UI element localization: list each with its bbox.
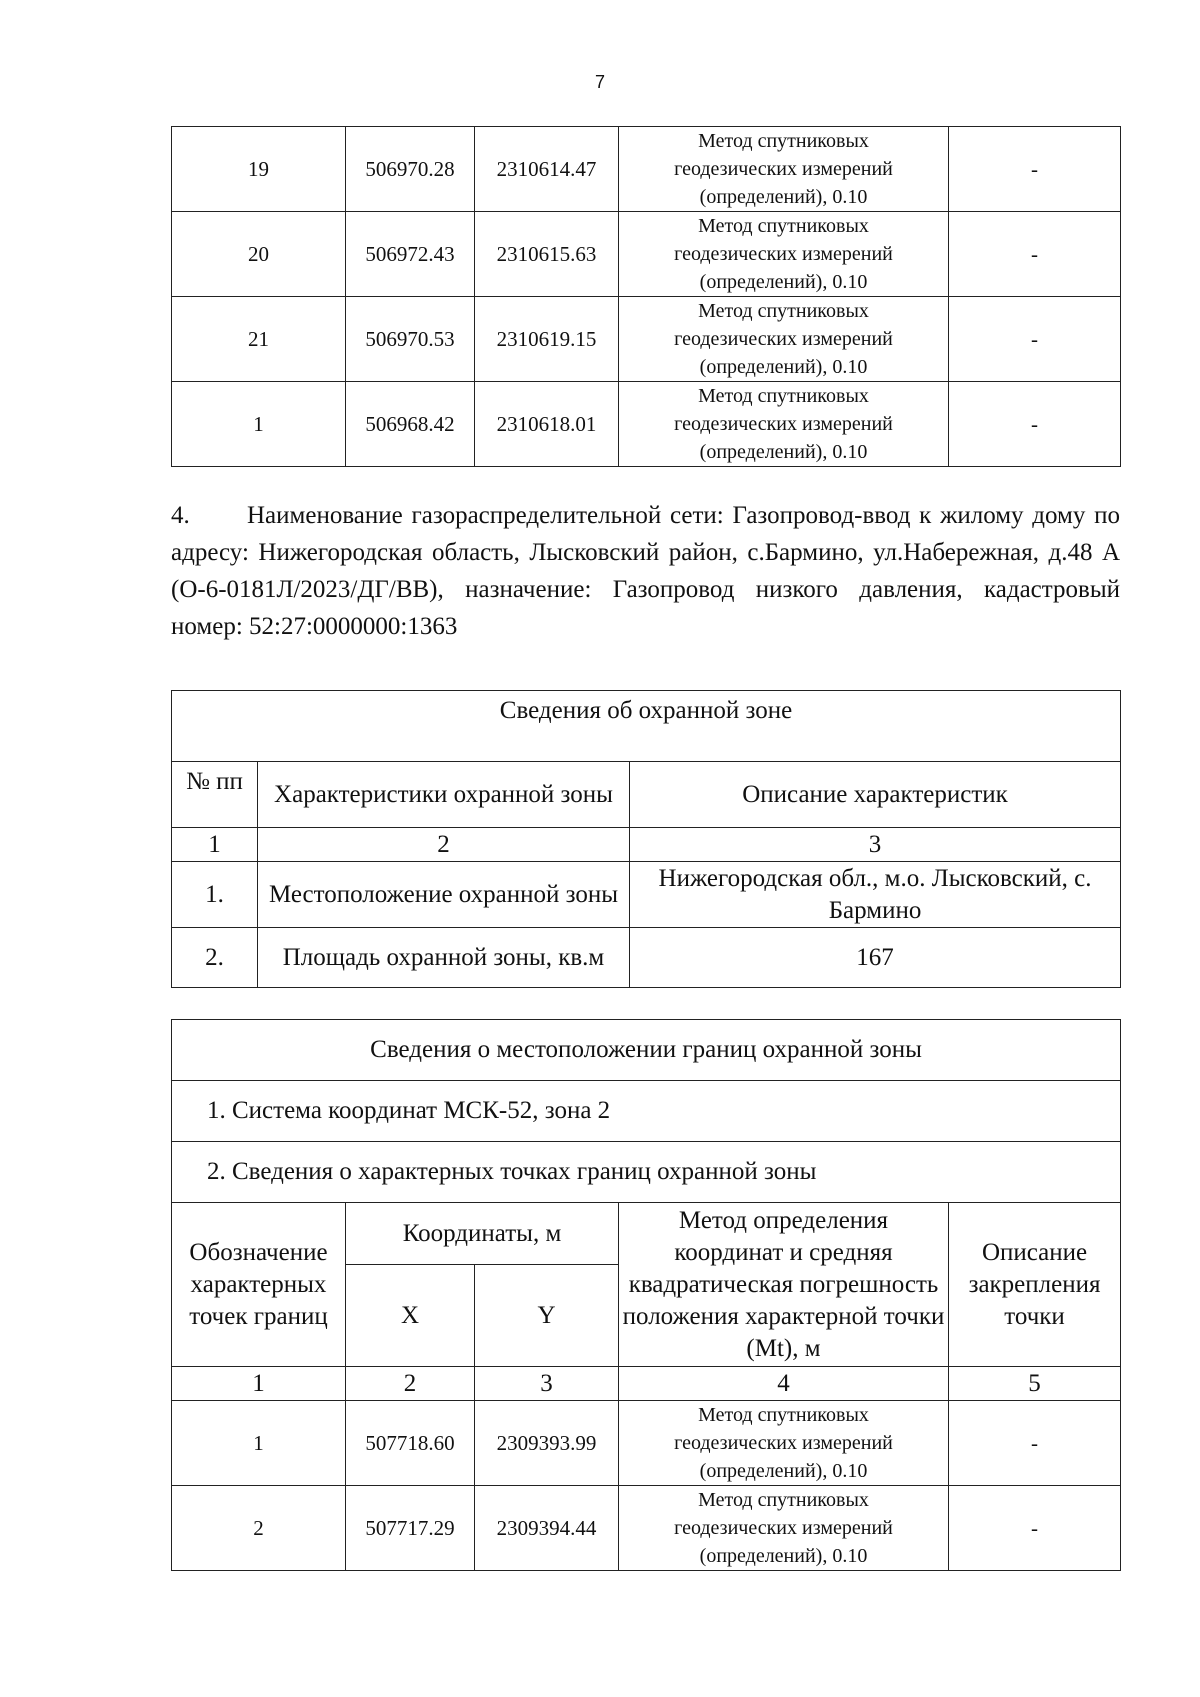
point-id: 1 [172, 1401, 346, 1486]
coordinate-system: 1. Система координат МСК-52, зона 2 [172, 1081, 1121, 1142]
boundary-table [171, 1019, 1121, 1571]
coord-x: 506970.28 [346, 127, 475, 212]
col-number-row [172, 828, 1121, 862]
table-row [172, 862, 1121, 928]
characteristic-value: 167 [630, 928, 1121, 988]
coord-y: 2310619.15 [475, 297, 619, 382]
col-header-x: X [346, 1265, 475, 1367]
coordinate-system-row [172, 1081, 1121, 1142]
table-row [172, 297, 1121, 382]
table-title-row [172, 1020, 1121, 1081]
section-number: 4. [171, 502, 190, 529]
col-number: 1 [172, 1367, 346, 1401]
page-number: 7 [594, 72, 605, 92]
characteristic-value: Нижегородская обл., м.о. Лысковский, с. Бармино [630, 862, 1121, 928]
method-cell: Метод спутниковых геодезических измерений (определений), 0.10 [619, 382, 949, 467]
col-number: 3 [630, 828, 1121, 862]
method-cell: Метод спутниковых геодезических измерений (определений), 0.10 [619, 1486, 949, 1571]
method-cell: Метод спутниковых геодезических измерений (определений), 0.10 [619, 297, 949, 382]
col-header-number: № пп [172, 762, 258, 828]
fixing-desc: - [949, 382, 1121, 467]
coord-x: 507718.60 [346, 1401, 475, 1486]
method-cell: Метод спутниковых геодезических измерений (определений), 0.10 [619, 212, 949, 297]
points-title: 2. Сведения о характерных точках границ охранной зоны [172, 1142, 1121, 1203]
col-number: 4 [619, 1367, 949, 1401]
coord-y: 2309394.44 [475, 1486, 619, 1571]
table-row [172, 1401, 1121, 1486]
coord-y: 2309393.99 [475, 1401, 619, 1486]
fixing-desc: - [949, 297, 1121, 382]
col-header-description: Описание характеристик [630, 762, 1121, 828]
col-number: 2 [258, 828, 630, 862]
table-row [172, 127, 1121, 212]
characteristic-name: Местоположение охранной зоны [258, 862, 630, 928]
zone-table-title: Сведения об охранной зоне [172, 691, 1121, 762]
point-id: 19 [172, 127, 346, 212]
section-paragraph [171, 497, 1120, 645]
table-title-row [172, 691, 1121, 762]
coord-x: 506968.42 [346, 382, 475, 467]
table-row [172, 382, 1121, 467]
coord-y: 2310618.01 [475, 382, 619, 467]
coord-y: 2310615.63 [475, 212, 619, 297]
col-number: 5 [949, 1367, 1121, 1401]
coord-y: 2310614.47 [475, 127, 619, 212]
col-number: 2 [346, 1367, 475, 1401]
header-row [172, 762, 1121, 828]
method-cell: Метод спутниковых геодезических измерений (определений), 0.10 [619, 127, 949, 212]
col-number: 3 [475, 1367, 619, 1401]
table-row [172, 928, 1121, 988]
col-header-characteristics: Характеристики охранной зоны [258, 762, 630, 828]
point-id: 20 [172, 212, 346, 297]
fixing-desc: - [949, 1401, 1121, 1486]
zone-info-table [171, 690, 1121, 988]
method-cell: Метод спутниковых геодезических измерений (определений), 0.10 [619, 1401, 949, 1486]
col-number-row [172, 1367, 1121, 1401]
col-number: 1 [172, 828, 258, 862]
fixing-desc: - [949, 127, 1121, 212]
characteristic-name: Площадь охранной зоны, кв.м [258, 928, 630, 988]
section-text: Наименование газораспределительной сети: Газопровод-ввод к жилому дому по адресу: Нижегородская область, Лысковский район, с.Бармино, ул.Набережная, д.48 А (О-6-0181Л/2023/ДГ/ВВ), назначение: Газопровод низкого давления, кадастровый номер: 52:27:0000000:1363 [171, 502, 1120, 640]
boundary-table-title: Сведения о местоположении границ охранной зоны [172, 1020, 1121, 1081]
fixing-desc: - [949, 1486, 1121, 1571]
col-header-designation: Обозначение характерных точек границ [172, 1203, 346, 1367]
point-id: 21 [172, 297, 346, 382]
coord-x: 506972.43 [346, 212, 475, 297]
table-row [172, 212, 1121, 297]
col-header-coords: Координаты, м [346, 1203, 619, 1265]
point-id: 2 [172, 1486, 346, 1571]
coord-x: 506970.53 [346, 297, 475, 382]
table-row [172, 1486, 1121, 1571]
row-number: 1. [172, 862, 258, 928]
fixing-desc: - [949, 212, 1121, 297]
point-id: 1 [172, 382, 346, 467]
col-header-y: Y [475, 1265, 619, 1367]
col-header-fixing: Описание закрепления точки [949, 1203, 1121, 1367]
header-row [172, 1203, 1121, 1265]
points-title-row [172, 1142, 1121, 1203]
points-table-continued [171, 126, 1121, 467]
col-header-method: Метод определения координат и средняя квадратическая погрешность положения характерной точки (Mt), м [619, 1203, 949, 1367]
coord-x: 507717.29 [346, 1486, 475, 1571]
row-number: 2. [172, 928, 258, 988]
